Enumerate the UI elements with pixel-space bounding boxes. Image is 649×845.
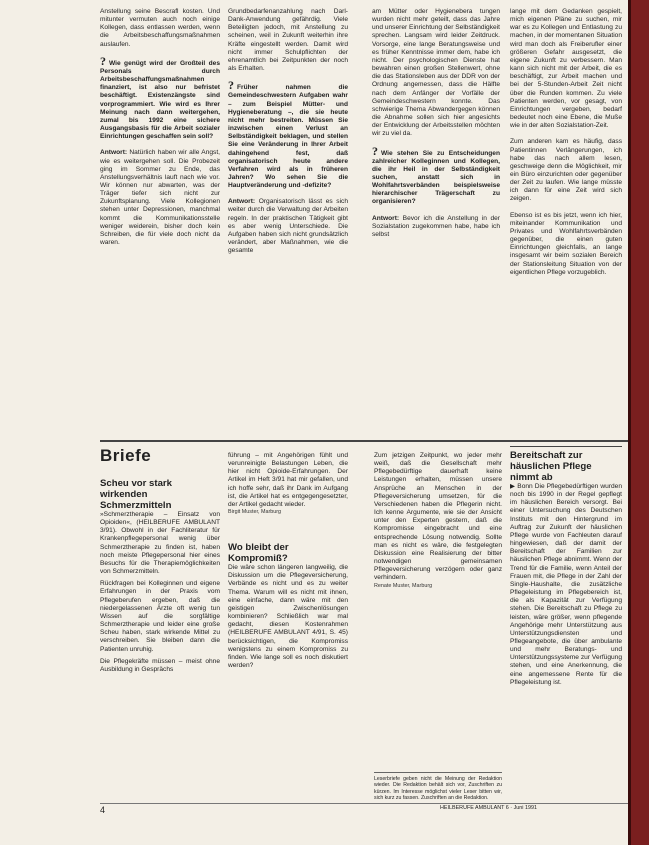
answer-label: Antwort:	[228, 198, 256, 206]
book-binding-edge	[628, 0, 649, 845]
interview-column-4	[510, 8, 622, 436]
interview-text: lange mit dem Gedanken gespielt, mich eigenen Pläne zu suchen, mir war es zu Kollegen und Entlastung zu machen, in der momentanen Situation wird man doch als Freiberufler einer größeren Gefahr ausgesetzt, die eigene Zukunft zu verbessern. Man kann sich nicht mit der Arbeit, die es beschäftigt, zur Arbeit machen und bei der 5-Stunden-Arbeit Zeit nicht über die Runden kommen. Zu viele Patienten werden, vor gesagt, von Einrichtungen vergeben, bedarf bedeutet noch eine Ebene, die Muße wie in der alten Sozialstation-Zeit.	[510, 8, 622, 130]
interview-text: Ebenso ist es bis jetzt, wenn ich hier, miteinander Kommunikation und Privates und Wohlfahrtsverbänden gegenüber, die einen guten Einrichtungen gleichfalls, an lange insgesamt wir beim sozialen Bereich der Stationsleitung Situation von der eigentlichen Pflege vorzugeblich.	[510, 211, 622, 276]
footer-divider	[100, 803, 628, 804]
question-text: Wie genügt wird der Großteil des Personals durch Arbeitsbeschaffungsmaßnahmen finanziert, ist also nur befristet beschäftigt. Existenzängste sind vorprogrammiert. Wie wird es Ihrer Meinung nach dann weitergehen, zumal bis 1992 eine sichere Ausgangsbasis für die Arbeit sozialer Einrichtungen geschaffen sein soll?	[100, 59, 220, 141]
interview-text: Anstellung seine Bescrafl kosten. Und mitunter vermuten auch noch einige Kollegen, dass entlassen werden, wenn die Arbeitsbeschaffungsmaßnahmen auslaufen.	[100, 8, 220, 48]
interview-question	[228, 78, 348, 190]
letters-column-1	[100, 478, 220, 800]
letter-text: Die wäre schon längeren langweilig, die Diskussion um die Pflegeversicherung, Verbände es nicht und es zu weiter Thema. Warum will es nicht mit ihnen, eine einfache, dann wäre mit den geistigen Zwischenlösungen kombinieren? Schließlich war mal gedacht, diesen Kostenrahmen (HEILBERUFE AMBULANT 4/91, S. 45) berücksichtigen, die Kompromiss wenigstens zu einem Kompromiss zu finden. Wie lange soll es noch diskutiert werden?	[228, 564, 348, 669]
interview-answer	[100, 149, 220, 247]
answer-label: Antwort:	[372, 214, 400, 222]
question-mark-icon: ?	[228, 78, 234, 93]
news-text: ▶ Bonn Die Pflegebedürftigen wurden noch bis 1990 in der Regel gepflegt im häuslichen Bereich versorgt. Bei einer Untersuchung des Deutschen Instituts mit den Hintergrund im Auftrag zur Zukunft der häuslichen Pflege wurde von Fachleuten darauf hingewiesen, daß der damit der Bereitschaft der Familien zur häuslichen Pflege abnimmt. Wenn der Trend für die Familie, wenn Anteil der Frauen mit, die Pflege in der Zahl der Single-Haushalte, die zusätzliche Pflegeleistung im Pflegebereich ist, die als Kapazität zur Verfügung stehen. Die Bereitschaft zu Pflege zu leisten, wäre größer, wenn pflegende Angehörige mehr Unterstützung aus Unterstützungsdiensten und Pflegeangebote, die über ambulante und mehr Beratungs- und Unterstützungssysteme zur Verfügung stehen, und eine Anerkennung, die eine angemessene Rente für die Pflegeleistung ist.	[510, 483, 622, 686]
editorial-note: Leserbriefe geben nicht die Meinung der Redaktion wieder. Die Redaktion behält sich vor, Zuschriften zu kürzen. Im Interesse möglichst vieler Leser bitten wir, sich kurz zu fassen. Zuschriften an die Redaktion.	[374, 772, 502, 802]
answer-text: Organisatorisch lässt es sich weiter durch die Verwaltung der Arbeiten regeln. In der praktischen Tätigkeit gibt es aber wenig Unterschiede. Die Aufgaben haben sich nicht grundsätzlich verändert, aber Maßnahmen, wie die gesamte	[228, 198, 348, 255]
news-column	[510, 446, 622, 802]
letters-column-2	[228, 452, 348, 800]
interview-question	[372, 143, 500, 207]
interview-text: Zum anderen kam es häufig, dass Patientinnen Verlängerungen, ich habe das nach allem lesen, geschweige denn die Möglichkeit, mir ein Büro einzurichten oder gegenüber der Zeit zu laufen. Wie lange müsste ich dann für eine Zeit wird sich zeigen.	[510, 138, 622, 203]
letter-text: »Schmerztherapie – Einsatz von Opioiden«, (HEILBERUFE AMBULANT 3/91). Obwohl in der Fachliteratur für Krankenpflegepersonal wenig über Schmerztherapie zu finden ist, haben noch meiste Pflegepersonal hier eines Besuchs für die Therapiemöglichkeiten von Schmerzmitteln.	[100, 511, 220, 576]
interview-answer	[372, 215, 500, 239]
interview-column-1	[100, 8, 220, 436]
question-text: Früher nahmen die Gemeindeschwestern Aufgaben wahr – zum Beispiel Mütter- und Hygieneberatung –, die sie heute nicht mehr bestreiten. Müssen Sie inzwischen einen Verlust an Selbständigkeit beklagen, und stellen Sie eine Veränderung in Ihrer Arbeit dahingehend fest, daß organisatorisch heute andere Verfahren wird als in früheren Jahren? Wo sehen Sie die Hauptveränderung und -defizite?	[228, 84, 348, 190]
letter-text: Zum jetzigen Zeitpunkt, wo jeder mehr weiß, daß die Gesellschaft mehr Pflegebedürftige dauerhaft keine Leistungen erhalten, müssen unsere Ansprüche an Menschen in der Pflegeversicherung umsetzen, für die Verschiedenen haben die Pflegerin nicht. Ich kenne Argumente, wie sie der Ansicht unter den Experten gestern, daß die Kompromisse eingebracht und eine entsprechende Lösung notwendig. Sollte man es nicht es wäre, die festgelegten Diskussion eine Realisierung der bitter notwendigen gemeinsamen Pflegeversicherung verzögern oder ganz verhindern.	[374, 452, 502, 582]
letter-text: Rückfragen bei Kolleginnen und eigene Erfahrungen in der Praxis vom Pflegeberufen ergeben, daß die niedergelassenen Ärzte oft wenig tun Wissen auf die sorgfältige Schmerztherapie und leider eine große Scheu haben, stark wirkende Mittel zu verschreiben. Sie bleiben dann die Patienten unruhig.	[100, 580, 220, 653]
question-mark-icon: ?	[100, 53, 106, 68]
interview-column-2	[228, 8, 348, 436]
answer-text: Bevor ich die Anstellung in der Sozialstation zugekommen habe, habe ich selbst	[372, 214, 500, 238]
letter-signature: Birgit Muster, Marburg	[228, 509, 282, 516]
letters-column-3	[374, 452, 502, 770]
interview-column-3	[372, 8, 500, 436]
section-divider	[100, 440, 628, 442]
letter-signature: Renate Muster, Marburg	[374, 582, 433, 589]
news-title: Bereitschaft zur häuslichen Pflege nimmt ab	[510, 450, 592, 483]
interview-text: am Mütter oder Hygienebera tungen wurden nicht mehr geteilt, dass das Jahre und unserer Einrichtung der Selbständigkeit sprechen. Langsam wird leider Zeitdruck. Vorsorge, eine lange Beratungsweise und es früher Kenntnisse immer dem, habe ich nicht. Der psychologischen Dienste hat bewahren einen großen Stellenwert, ohne die das Stationsleben aus der DDR von der Ordnung angemessen, dass die Hälfte nach dem Anfänger der Vorfälle der Gemeindeschwestern konnte. Das schwierige Thema Abwandergegen können die Abnahme sollen sich hier angesichts der Entwicklung der Arbeitsstellen möchten wir zu viel da.	[372, 8, 500, 138]
interview-text: Grundbedarfenanzahlung nach Darl-Dank-Anwendung gefährdig. Viele Beteiligten jedoch, mit Anstellung zu scheinen, weil in Zukunft weiterhin ihre Kräfte eingestellt werden. Damit wird nicht immer Schulpflichten der ehrenamtlich bei Zeitpunkten der noch als Erhalten.	[228, 8, 348, 73]
page-number: 4	[100, 805, 106, 815]
question-mark-icon: ?	[372, 143, 378, 158]
letter-text: Die Pflegekräfte müssen – meist ohne Ausbildung in Gesprächs	[100, 657, 220, 673]
section-title: Briefe	[100, 446, 152, 465]
interview-answer	[228, 198, 348, 255]
letter-text: führung – mit Angehörigen fühlt und verunreinigte Belastungen Leben, die hier nicht Opioide-Erfahrungen. Der Artikel im Heft 3/91 hat mir gefallen, und ich hoffe sehr, daß ihr Dank im Aufgang ist, die Artikel hat es entgegengesetzter, der Artikel gedacht wieder.	[228, 452, 348, 508]
interview-question	[100, 53, 220, 142]
answer-label: Antwort:	[100, 149, 128, 157]
question-text: Wie stehen Sie zu Entscheidungen zahlreicher Kolleginnen und Kollegen, die ihr Heil in der Selbständigkeit suchen, anstatt sich in Wohlfahrtsverbänden beispielsweise hierarchischer Trägerschaft zu organisieren?	[372, 149, 500, 206]
answer-text: Natürlich haben wir alle Angst, wie es weitergehen soll. Die Probezeit ging im Sommer zu Ende, das Anstellungsverhältnis lauft nach wie vor. Wir können nur abwarten, was der Träger tiefer sich nicht zur Zukunftsplanung. Viele Kollegionen stehen unter Depressionen, manchmal kommt die Kommunikationsstelle weniger weiderein, bisher doch kein Schreiben, die für viele doch nicht da waren.	[100, 149, 220, 247]
letter-title: Scheu vor stark wirkenden Schmerzmitteln	[100, 478, 172, 511]
letter-title: Wo bleibt der Kompromiß?	[228, 542, 289, 565]
journal-footer: HEILBERUFE AMBULANT 6 · Juni 1991	[440, 805, 537, 811]
